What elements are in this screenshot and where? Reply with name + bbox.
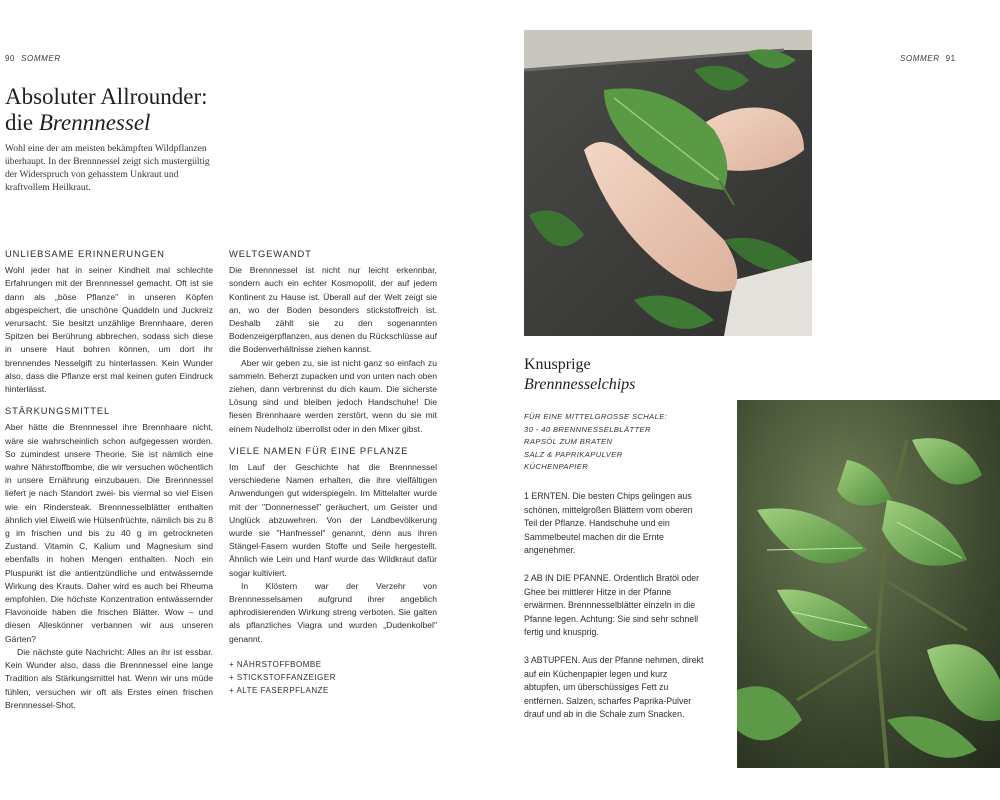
ingredient-item: FÜR EINE MITTELGROSSE SCHALE: xyxy=(524,412,668,421)
ingredient-list xyxy=(524,411,724,474)
body-paragraph: Die Brennnessel ist nicht nur leicht erkennbar, sondern auch ein echter Kosmopolit, der auf jedem Kontinent zu Hause ist. Überall auf der Welt zeigt sie an, wo der Boden besonders stickstoffreich ist. Deshalb zählt sie zu den sogenannten Bodenzeigerpflanzen, aus denen du Rückschlüsse auf die Bodenverhältnisse ziehen kannst. xyxy=(229,265,437,355)
photo-nettle-plant xyxy=(737,400,1000,768)
recipe-steps xyxy=(524,490,704,736)
tag-item: + STICKSTOFFANZEIGER xyxy=(229,672,336,682)
tag-item: + NÄHRSTOFFBOMBE xyxy=(229,659,322,669)
text-column-2 xyxy=(229,247,437,697)
nettle-leaf-hands-illustration xyxy=(524,30,812,336)
heading-staerkungsmittel: STÄRKUNGSMITTEL xyxy=(5,405,111,417)
recipe-title-line2: Brennnesselchips xyxy=(524,376,636,393)
body-paragraph: Wohl jeder hat in seiner Kindheit mal schlechte Erfahrungen mit der Brennnessel gemacht. Oft ist sie dann als „böse Pflanze" in unseren Köpfen abgespeichert, die unschöne Quaddeln und Juckreiz verursacht. Sie besitzt unzählige Brennhaare, deren Spitzen bei Berührung abbrechen, sodass sich diese in unsere Haut bohren können, um dort ihr brennendes Nesselgift zu hinterlassen. Kein Wunder also, dass die Pflanze erst mal keinen guten Eindruck hinterlässt. xyxy=(5,265,213,395)
ingredient-item: RAPSÖL ZUM BRATEN xyxy=(524,437,613,447)
recipe-title xyxy=(524,355,734,395)
page-number-left: 90 xyxy=(5,54,16,63)
tag-list xyxy=(229,658,437,697)
ingredient-item: KÜCHENPAPIER xyxy=(524,462,589,472)
heading-viele-namen: VIELE NAMEN FÜR EINE PFLANZE xyxy=(229,444,409,456)
left-running-head xyxy=(5,54,61,63)
body-paragraph: Aber hätte die Brennnessel ihre Brennhaare nicht, wäre sie wahrscheinlich schon aufgegessen worden. So zumindest unsere Theorie. Sie ist nämlich eine wahre Nährstoffbombe, die wir versuchen wöchentlich in unsere Ernährung einzubauen. Die Brennnessel liefert je nach Standort zwei- bis viermal so viel Eisen wie ein Rindersteak. Brennnesselblätter enthalten ähnlich viel Eiweiß wie Hülsenfrüchte, nämlich bis zu 8 g im frischen und bis zu 40 g im getrockneten Zustand. Vitamin C, Kalium und Magnesium sind ebenfalls in hohen Mengen enthalten. Noch ein Pluspunkt ist die antientzündliche und entwässernde Wirkung des Krauts. Daher wird es auch bei Rheuma empfohlen. Die höchste Konzentration entwässernder Flavonoide haben die frischen Blätter. Wow – und diesen Alleskönner verbannen wir aus unseren Gärten? xyxy=(5,422,213,644)
body-paragraph: Im Lauf der Geschichte hat die Brennnessel verschiedene Namen erhalten, die ihre vielfältigen Anwendungen gut widerspiegeln. Im Mittelalter wurde mit der "Donnernessel" geräuchert, um Geister und Unglück abzuwehren. Von der Landbevölkerung wurde sie "Hanfnessel" genannt, denn aus ihren Stängel-Fasern wurden Stoffe und Seile hergestellt. Ähnlich wie Lein und Hanf wurde das Wildkraut dafür sogar kultiviert. xyxy=(229,462,437,578)
article-title xyxy=(5,84,265,136)
lead-paragraph: Wohl eine der am meisten bekämpften Wildpflanzen überhaupt. In der Brennnessel zeigt sich mustergültig der Widerspruch von gehasstem Unkraut und kraftvollem Heilkraut. xyxy=(5,143,210,193)
ingredient-item: 30 - 40 BRENNNESSELBLÄTTER xyxy=(524,424,651,434)
heading-weltgewandt: WELTGEWANDT xyxy=(229,248,312,259)
body-paragraph: Aber wir geben zu, sie ist nicht ganz so einfach zu sammeln. Beherzt zupacken und von unten nach oben ziehen, dann verbrennst du dich kaum. Die sicherste Lösung sind und bleiben jedoch Handschuhe! Die fiesen Brennhaare werden zerstört, wenn du sie mit einem Nudelholz überrollst oder in den Mixer gibst. xyxy=(229,357,437,434)
body-paragraph: In Klöstern war der Verzehr von Brennnesselsamen aufgrund ihrer angeblich aphrodisierenden Wirkung streng verboten. Sie galten als pflanzliches Viagra und wurden „Dudenkolbel" genannt. xyxy=(229,580,437,644)
title-emphasis: Brennnessel xyxy=(38,110,151,135)
heading-unliebsame-erinnerungen: UNLIEBSAME ERINNERUNGEN xyxy=(5,248,165,259)
title-prefix: die xyxy=(5,110,39,135)
ingredient-item: SALZ & PAPRIKAPULVER xyxy=(524,449,623,459)
tag-item: + ALTE FASERPFLANZE xyxy=(229,685,329,695)
text-column-1 xyxy=(5,247,213,712)
page-number-right: 91 xyxy=(945,54,956,63)
body-paragraph: Die nächste gute Nachricht: Alles an ihr ist essbar. Kein Wunder also, dass die Brennnessel eine lange Tradition als Stärkungsmittel hat. Wenn wir uns müde fühlen, versuchen wir oft als Erstes einen frischen Brennnessel-Shot. xyxy=(5,646,213,710)
section-label-right: SOMMER xyxy=(900,54,940,63)
title-line1: Absoluter Allrounder: xyxy=(5,84,208,109)
nettle-plant-illustration xyxy=(737,400,1000,768)
recipe-step: 2 AB IN DIE PFANNE. Ordentlich Bratöl oder Ghee bei mittlerer Hitze in der Pfanne erwärmen. Brennnesselblätter einzeln in die Pfanne legen. Achtung: Sie sind sehr schnell fertig und knusprig. xyxy=(524,572,700,638)
recipe-step: 1 ERNTEN. Die besten Chips gelingen aus schönen, mittelgroßen Blättern vom oberen Teil der Pflanze. Handschuhe und ein Sammelbeutel machen dir die Ernte angenehmer. xyxy=(524,491,693,556)
photo-hands-holding-nettle-leaf xyxy=(524,30,812,336)
recipe-step: 3 ABTUPFEN. Aus der Pfanne nehmen, direkt auf ein Küchenpapier legen und kurz abtupfen, um überschüssiges Fett zu entfernen. Salzen, scharfes Paprika-Pulver drauf und ab in die Schale zum Snacken. xyxy=(524,654,704,720)
recipe-title-line1: Knusprige xyxy=(524,356,591,373)
right-running-head xyxy=(900,54,956,63)
section-label-left: SOMMER xyxy=(21,54,61,63)
